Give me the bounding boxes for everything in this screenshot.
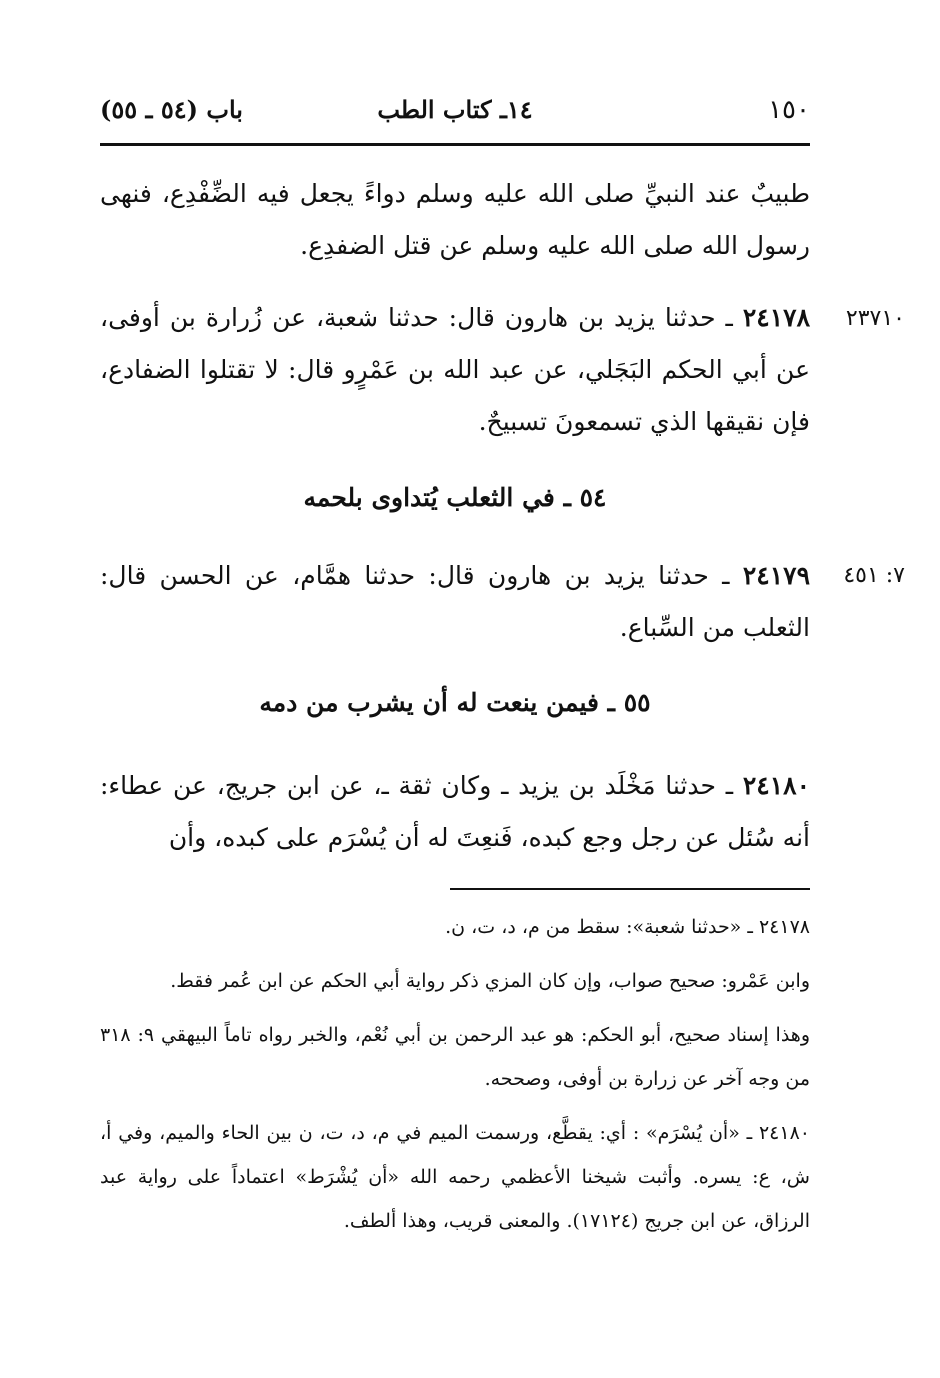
hadith-paragraph xyxy=(100,760,810,864)
section-heading: ٥٤ ـ في الثعلب يُتداوى بلحمه xyxy=(303,483,607,512)
side-reference: ٧: ٤٥١ xyxy=(843,563,905,588)
hadith-text: ـ حدثنا مَخْلَد بن يزيد ـ وكان ثقة ـ، عن ابن جريج، عن عطاء: أنه سُئل عن رجل وجع كبده، فَنعِتَ له أن يُسْرَم على كبده، وأن xyxy=(100,771,810,852)
continuation-paragraph: طبيبٌ عند النبيِّ صلى الله عليه وسلم دواءً يجعل فيه الضِّفْدِع، فنهى رسول الله صلى الله عليه وسلم عن قتل الضفدِع. xyxy=(100,179,810,260)
book-title: ١٤ـ كتاب الطب xyxy=(377,95,533,124)
side-reference: ٢٣٧١٠ xyxy=(845,306,905,331)
chapter-range: باب (٥٤ ـ ٥٥) xyxy=(100,95,243,124)
header-rule xyxy=(100,143,810,146)
hadith-text: ـ حدثنا يزيد بن هارون قال: حدثنا همَّام، عن الحسن قال: الثعلب من السِّباع. xyxy=(100,561,810,642)
hadith-number: ٢٤١٧٨ xyxy=(742,303,810,332)
hadith-number: ٢٤١٨٠ xyxy=(742,771,811,800)
hadith-paragraph xyxy=(100,550,810,654)
hadith-paragraph xyxy=(100,292,810,448)
section-heading: ٥٥ ـ فيمن ينعت له أن يشرب من دمه xyxy=(259,688,651,717)
hadith-number: ٢٤١٧٩ xyxy=(742,561,810,590)
page-number: ١٥٠ xyxy=(768,95,810,125)
footnote: ٢٤١٨٠ ـ «أن يُسْرَم» : أي: يقطَّع، ورسمت الميم في م، د، ت، ن بين الحاء والميم، وفي أ، ش، ع: يسره. وأثبت شيخنا الأعظمي رحمه الله «أن يُشْرَط» اعتماداً على رواية عبد الرزاق، عن ابن جريج (١٧١٢٤). والمعنى قريب، وهذا ألطف. xyxy=(100,1122,810,1232)
footnote-rule xyxy=(450,888,810,890)
hadith-text: ـ حدثنا يزيد بن هارون قال: حدثنا شعبة، عن زُرارة بن أوفى، عن أبي الحكم البَجَلي، عن عبد الله بن عَمْرٍو قال: لا تقتلوا الضفادع، فإن نقيقها الذي تسمعونَ تسبيحٌ. xyxy=(100,303,810,436)
footnote: ٢٤١٧٨ ـ «حدثنا شعبة»: سقط من م، د، ت، ن. xyxy=(445,916,810,938)
footnote: وابن عَمْرو: صحيح صواب، وإن كان المزي ذكر رواية أبي الحكم عن ابن عُمر فقط. xyxy=(170,970,810,992)
running-header xyxy=(100,95,810,135)
footnotes xyxy=(100,905,810,1253)
footnote: وهذا إسناد صحيح، أبو الحكم: هو عبد الرحمن بن أبي نُعْم، والخبر رواه تاماً البيهقي ٩: ٣١٨ من وجه آخر عن زرارة بن أوفى، وصححه. xyxy=(100,1024,810,1090)
